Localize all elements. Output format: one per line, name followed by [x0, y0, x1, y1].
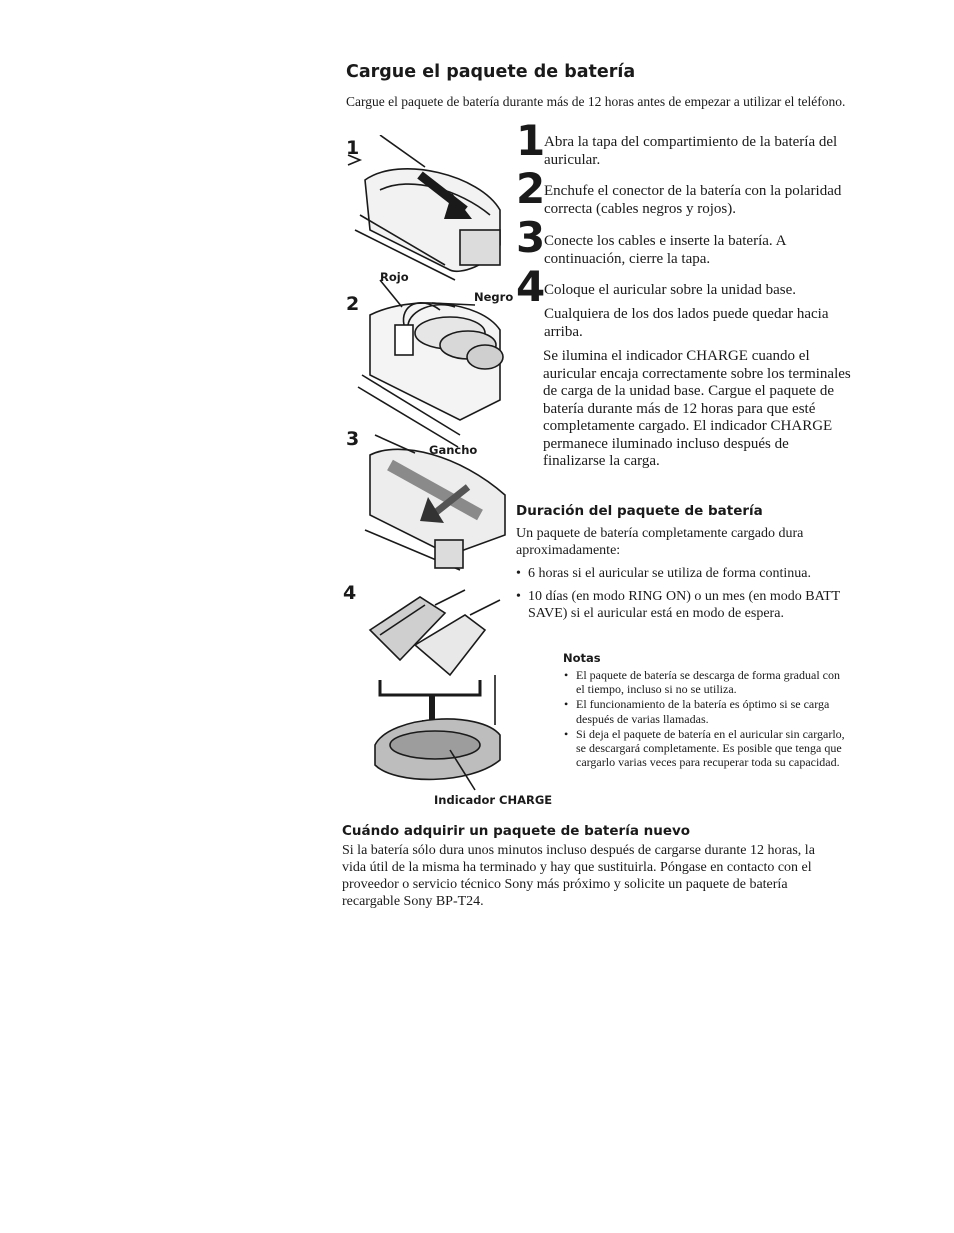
list-item: • 6 horas si el auricular se utiliza de forma continua. [516, 565, 848, 582]
callout-gancho: Gancho [429, 443, 478, 457]
section-title: Cargue el paquete de batería [346, 62, 636, 82]
section-intro: Cargue el paquete de batería durante más de 12 horas antes de empezar a utilizar el teléfono. [346, 94, 846, 109]
notes-heading: Notas [563, 651, 601, 665]
figure-4-drawing [370, 590, 500, 790]
step-2-number: 2 [516, 164, 546, 213]
figure-number-1: 1 [346, 137, 360, 159]
list-item: • 10 días (en modo RING ON) o un mes (en modo BATT SAVE) si el auricular está en modo de espera. [516, 588, 848, 622]
step-4-text: Coloque el auricular sobre la unidad base. [544, 282, 796, 298]
callout-rojo: Rojo [380, 270, 409, 284]
replace-text: Si la batería sólo dura unos minutos incluso después de cargarse durante 12 horas, la vida útil de la misma ha terminado y hay que sustituirla. Póngase en contacto con el proveedor o servicio técnico Sony más próximo y solicite un paquete de batería recargable Sony BP-T24. [342, 843, 815, 909]
list-item: • El paquete de batería se descarga de forma gradual con el tiempo, incluso si no se utiliza. [564, 668, 849, 696]
step-4-note-sides: Cualquiera de los dos lados puede quedar hacia arriba. [544, 306, 829, 340]
callout-indicador-charge: Indicador CHARGE [434, 793, 553, 807]
figure-2-drawing [358, 280, 503, 447]
figure-number-4: 4 [343, 582, 357, 604]
callout-negro: Negro [474, 290, 514, 304]
step-1-number: 1 [516, 116, 546, 165]
figure-number-2: 2 [346, 293, 360, 315]
step-3-text: Conecte los cables e inserte la batería. A continuación, cierre la tapa. [544, 233, 786, 267]
figure-1-drawing [348, 135, 500, 280]
step-2-text: Enchufe el conector de la batería con la polaridad correcta (cables negros y rojos). [544, 183, 842, 217]
step-4-note-charge: Se ilumina el indicador CHARGE cuando el auricular encaja correctamente sobre los terminales de carga de la unidad base. Cargue el paquete de batería durante más de 12 horas para que esté completamente cargado. El indicador CHARGE permanece iluminado incluso después de finalizarse la carga. [543, 348, 851, 469]
step-4-number: 4 [516, 262, 546, 311]
replace-heading: Cuándo adquirir un paquete de batería nuevo [342, 823, 691, 839]
step-3-number: 3 [516, 213, 546, 262]
figure-number-3: 3 [346, 428, 360, 450]
duration-heading: Duración del paquete de batería [516, 503, 763, 519]
notes-list [564, 668, 849, 770]
list-item: • Si deja el paquete de batería en el auricular sin cargarlo, se descargará completamente. Es posible que tenga que cargarlo varias veces para recuperar toda su capacidad. [564, 727, 849, 770]
duration-intro: Un paquete de batería completamente cargado dura aproximadamente: [516, 526, 804, 558]
step-1-text: Abra la tapa del compartimiento de la batería del auricular. [544, 134, 838, 168]
list-item: • El funcionamiento de la batería es óptimo si se carga después de varias llamadas. [564, 697, 849, 725]
duration-list [516, 565, 848, 622]
illustration-panel [340, 135, 515, 800]
